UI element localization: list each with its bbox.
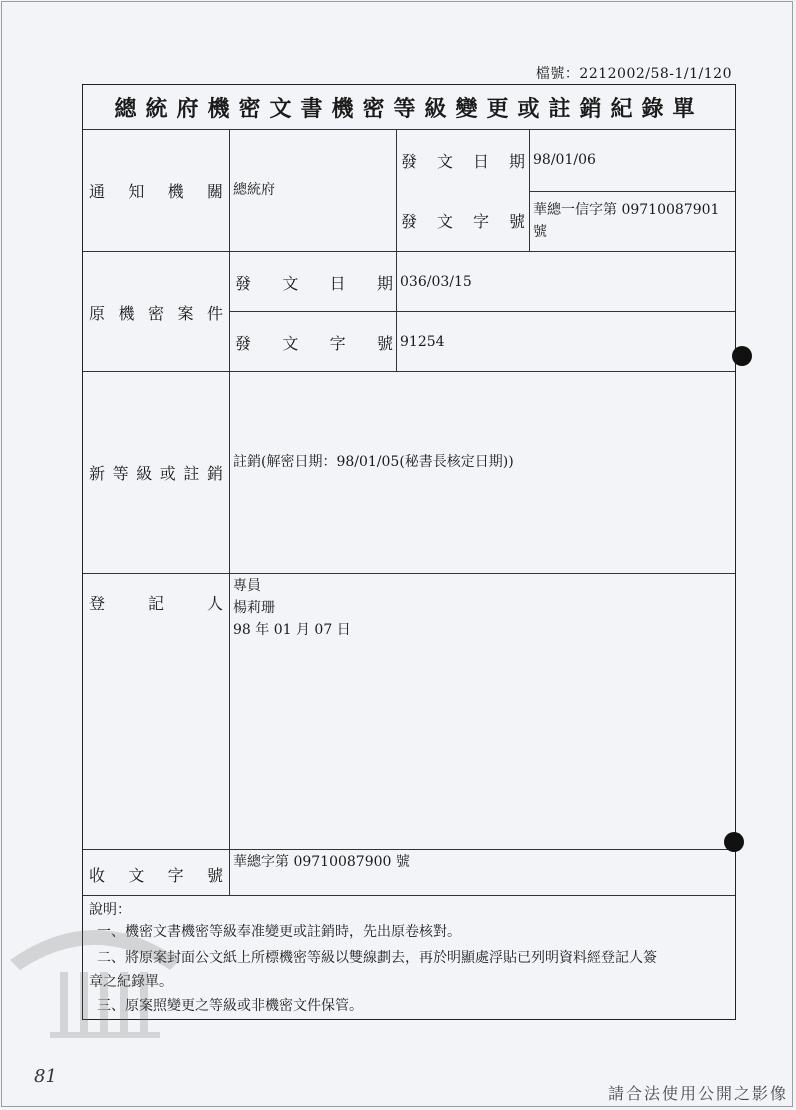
issue-number-line1: 華總一信字第 09710087901 [533, 202, 720, 218]
rule [83, 371, 735, 372]
record-form [82, 84, 736, 1020]
punch-hole [732, 346, 752, 366]
rule [83, 251, 735, 252]
page-number: 81 [34, 1066, 57, 1087]
note-item: 章之紀錄單。 [89, 974, 173, 990]
rule [396, 129, 397, 251]
registrar-date: 98 年 01 月 07 日 [233, 622, 351, 638]
rule [529, 191, 735, 192]
rule [229, 129, 230, 895]
original-issue-number-value: 91254 [400, 334, 445, 350]
registrar-label: 登 記 人 [89, 593, 223, 613]
notifying-agency-value: 總統府 [233, 182, 275, 198]
rule [229, 311, 735, 312]
note-item: 二、將原案封面公文紙上所標機密等級以雙線劃去，再於明顯處浮貼已列明資料經登記人簽 [97, 950, 657, 966]
new-level-label: 新 等 級 或 註 銷 [89, 463, 223, 483]
rule [83, 895, 735, 896]
issue-number-line2: 號 [533, 224, 547, 240]
punch-hole [724, 832, 744, 852]
original-case-label: 原 機 密 案 件 [89, 303, 223, 323]
rule [83, 849, 735, 850]
registrar-name: 楊莉珊 [233, 600, 275, 616]
receipt-number-value: 華總字第 09710087900 號 [233, 854, 410, 870]
notes-title: 說明： [89, 902, 131, 918]
issue-date-label: 發 文 日 期 [401, 151, 525, 171]
receipt-number-label: 收 文 字 號 [89, 865, 223, 885]
registrar-value [233, 575, 351, 641]
registrar-title: 專員 [233, 578, 261, 594]
new-level-value: 註銷(解密日期：98/01/05(秘書長核定日期)) [233, 454, 514, 470]
notifying-agency-label: 通 知 機 關 [89, 181, 223, 201]
rule [529, 129, 530, 251]
archive-number: 檔號：2212002/58-1/1/120 [535, 66, 732, 82]
issue-date-value: 98/01/06 [533, 152, 596, 168]
issue-number-value [533, 199, 719, 243]
rule [83, 573, 735, 574]
note-item: 三、原案照變更之等級或非機密文件保管。 [97, 998, 363, 1014]
usage-notice: 請合法使用公開之影像 [607, 1084, 788, 1103]
rule [83, 129, 735, 130]
original-issue-date-label: 發 文 日 期 [235, 273, 393, 293]
form-title: 總統府機密文書機密等級變更或註銷紀錄單 [114, 95, 704, 122]
original-issue-number-label: 發 文 字 號 [235, 333, 393, 353]
original-issue-date-value: 036/03/15 [400, 274, 472, 290]
rule [396, 251, 397, 371]
issue-number-label: 發 文 字 號 [401, 211, 525, 231]
watermark-logo [0, 900, 190, 1040]
note-item: 一、機密文書機密等級奉准變更或註銷時，先出原卷核對。 [97, 924, 461, 940]
